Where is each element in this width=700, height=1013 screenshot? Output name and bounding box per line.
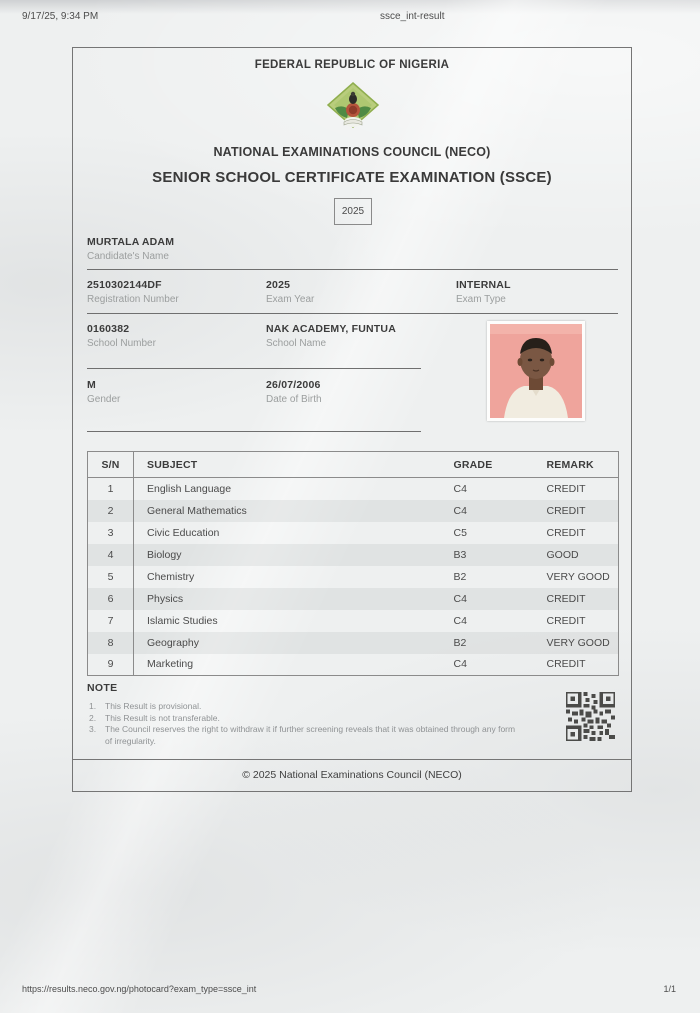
registration-number-field (87, 279, 179, 305)
date-of-birth-value: 26/07/2006 (266, 379, 321, 391)
note-heading: NOTE (87, 682, 118, 694)
print-source-url: https://results.neco.gov.ng/photocard?exam_type=ssce_int (22, 984, 257, 994)
table-row: 6 Physics C4 CREDIT (88, 588, 619, 610)
exam-year-label: Exam Year (266, 294, 315, 305)
copyright-text: © 2025 National Examinations Council (NECO) (242, 769, 462, 781)
council-title: NATIONAL EXAMINATIONS COUNCIL (NECO) (213, 145, 491, 159)
header-subject: SUBJECT (147, 458, 198, 471)
note-item: 2. This Result is not transferable. (89, 712, 220, 723)
table-row: 3 Civic Education C5 CREDIT (88, 522, 619, 544)
candidate-name-value: MURTALA ADAM (87, 236, 175, 248)
neco-logo-icon (327, 82, 379, 134)
country-title: FEDERAL REPUBLIC OF NIGERIA (254, 59, 450, 71)
note-item: 1. This Result is provisional. (89, 701, 202, 711)
exam-type-field (456, 279, 511, 305)
print-page-number: 1/1 (663, 984, 676, 994)
table-row: 8 Geography B2 VERY GOOD (88, 632, 619, 654)
date-of-birth-field (266, 379, 322, 405)
divider (87, 313, 618, 314)
results-table (87, 451, 619, 676)
certificate-card (72, 47, 632, 792)
divider (87, 368, 421, 369)
table-row: 1 English Language C4 CREDIT (88, 478, 619, 500)
gender-field (87, 379, 120, 405)
candidate-name-label: Candidate's Name (87, 251, 169, 262)
header-grade: GRADE (453, 458, 493, 471)
school-number-value: 0160382 (87, 323, 130, 335)
exam-title: SENIOR SCHOOL CERTIFICATE EXAMINATION (SSCE) (152, 169, 552, 186)
divider (87, 431, 421, 432)
registration-number-label: Registration Number (87, 294, 179, 305)
divider (87, 269, 618, 270)
table-row: 7 Islamic Studies C4 CREDIT (88, 610, 619, 632)
school-name-value: NAK ACADEMY, FUNTUA (266, 323, 396, 335)
qr-code-icon (566, 692, 615, 741)
exam-year-value: 2025 (266, 279, 291, 291)
school-name-field (266, 323, 396, 349)
exam-year-badge: 2025 (334, 198, 372, 225)
note-list (89, 701, 519, 747)
table-row: 9 Marketing C4 CREDIT (88, 654, 619, 676)
table-row: 5 Chemistry B2 VERY GOOD (88, 566, 619, 588)
school-name-label: School Name (266, 338, 327, 349)
date-of-birth-label: Date of Birth (266, 394, 322, 405)
footer-divider (73, 759, 631, 760)
candidate-photo (487, 321, 585, 421)
header-remark: REMARK (546, 458, 594, 471)
exam-type-label: Exam Type (456, 294, 506, 305)
school-number-label: School Number (87, 338, 156, 349)
gender-label: Gender (87, 394, 121, 405)
exam-type-value: INTERNAL (456, 279, 511, 291)
print-datetime: 9/17/25, 9:34 PM (22, 11, 99, 22)
print-document-title: ssce_int-result (380, 11, 445, 22)
candidate-name-field (87, 236, 174, 262)
registration-number-value: 2510302144DF (87, 279, 162, 291)
table-row: 4 Biology B3 GOOD (88, 544, 619, 566)
exam-year-field (266, 279, 314, 305)
school-number-field (87, 323, 156, 349)
gender-value: M (87, 379, 96, 391)
table-row: 2 General Mathematics C4 CREDIT (88, 500, 619, 522)
header-sn: S/N (88, 452, 134, 478)
note-item: 3. The Council reserves the right to withdraw it if further screening reveals that it was obtained through any form of irregularity. (89, 724, 516, 746)
results-header-row (88, 452, 619, 478)
